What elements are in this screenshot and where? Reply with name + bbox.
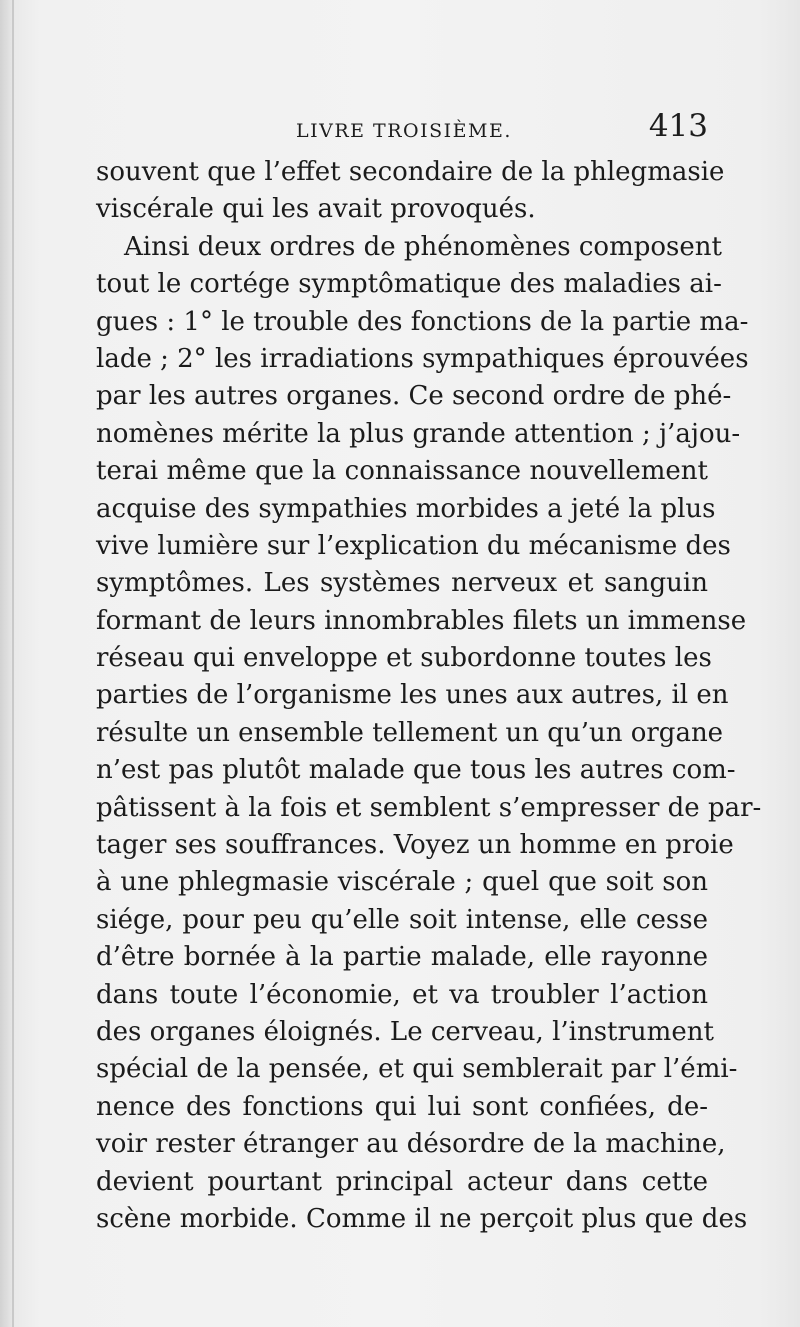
text-line: Ainsi deux ordres de phénomènes composent: [124, 231, 722, 262]
text-line: devient pourtant principal acteur dans cette: [96, 1166, 708, 1197]
body-text: [96, 154, 762, 1238]
text-line: des organes éloignés. Le cerveau, l’instrument: [96, 1016, 714, 1047]
text-line: souvent que l’effet secondaire de la phlegmasie: [96, 157, 725, 187]
text-line: formant de leurs innombrables filets un immense: [96, 605, 747, 636]
text-line: tager ses souffrances. Voyez un homme en proie: [96, 830, 734, 861]
text-line: résulte un ensemble tellement un qu’un organe: [96, 717, 724, 748]
text-line: siége, pour peu qu’elle soit intense, elle cesse: [96, 904, 708, 935]
text-line: nence des fonctions qui lui sont confiées, de-: [96, 1091, 708, 1122]
text-line: voir rester étranger au désordre de la machine,: [96, 1129, 726, 1160]
text-line: pâtissent à la fois et semblent s’empresser de par-: [96, 792, 762, 823]
text-line: acquise des sympathies morbides a jeté la plus: [96, 493, 716, 524]
text-line: lade ; 2° les irradiations sympathiques éprouvées: [96, 343, 749, 374]
text-line: gues : 1° le trouble des fonctions de la partie ma-: [96, 306, 749, 337]
text-line: nomènes mérite la plus grande attention ; j’ajou-: [96, 418, 741, 449]
text-line: vive lumière sur l’explication du mécanisme des: [96, 530, 731, 561]
text-line: spécial de la pensée, et qui semblerait par l’émi-: [96, 1054, 738, 1085]
text-line: d’être bornée à la partie malade, elle rayonne: [96, 942, 708, 973]
text-line: par les autres organes. Ce second ordre de phé-: [96, 381, 732, 412]
text-line: n’est pas plutôt malade que tous les autres com-: [96, 755, 736, 786]
page-gutter: [12, 0, 14, 1327]
text-line: tout le cortége symptômatique des maladies ai-: [96, 269, 722, 300]
text-line: dans toute l’économie, et va troubler l’action: [96, 979, 708, 1010]
text-line: viscérale qui les avait provoqués.: [96, 194, 536, 225]
text-line: symptômes. Les systèmes nerveux et sanguin: [96, 568, 708, 599]
text-line: à une phlegmasie viscérale ; quel que soit son: [96, 867, 708, 898]
page-number: 413: [648, 108, 708, 144]
text-line: scène morbide. Comme il ne perçoit plus que des: [96, 1203, 748, 1234]
text-line: terai même que la connaissance nouvellement: [96, 456, 708, 487]
running-head: [96, 108, 708, 148]
text-line: réseau qui enveloppe et subordonne toutes les: [96, 643, 712, 674]
running-head-title: LIVRE TROISIÈME.: [296, 120, 512, 142]
text-line: parties de l’organisme les unes aux autres, il en: [96, 680, 729, 711]
